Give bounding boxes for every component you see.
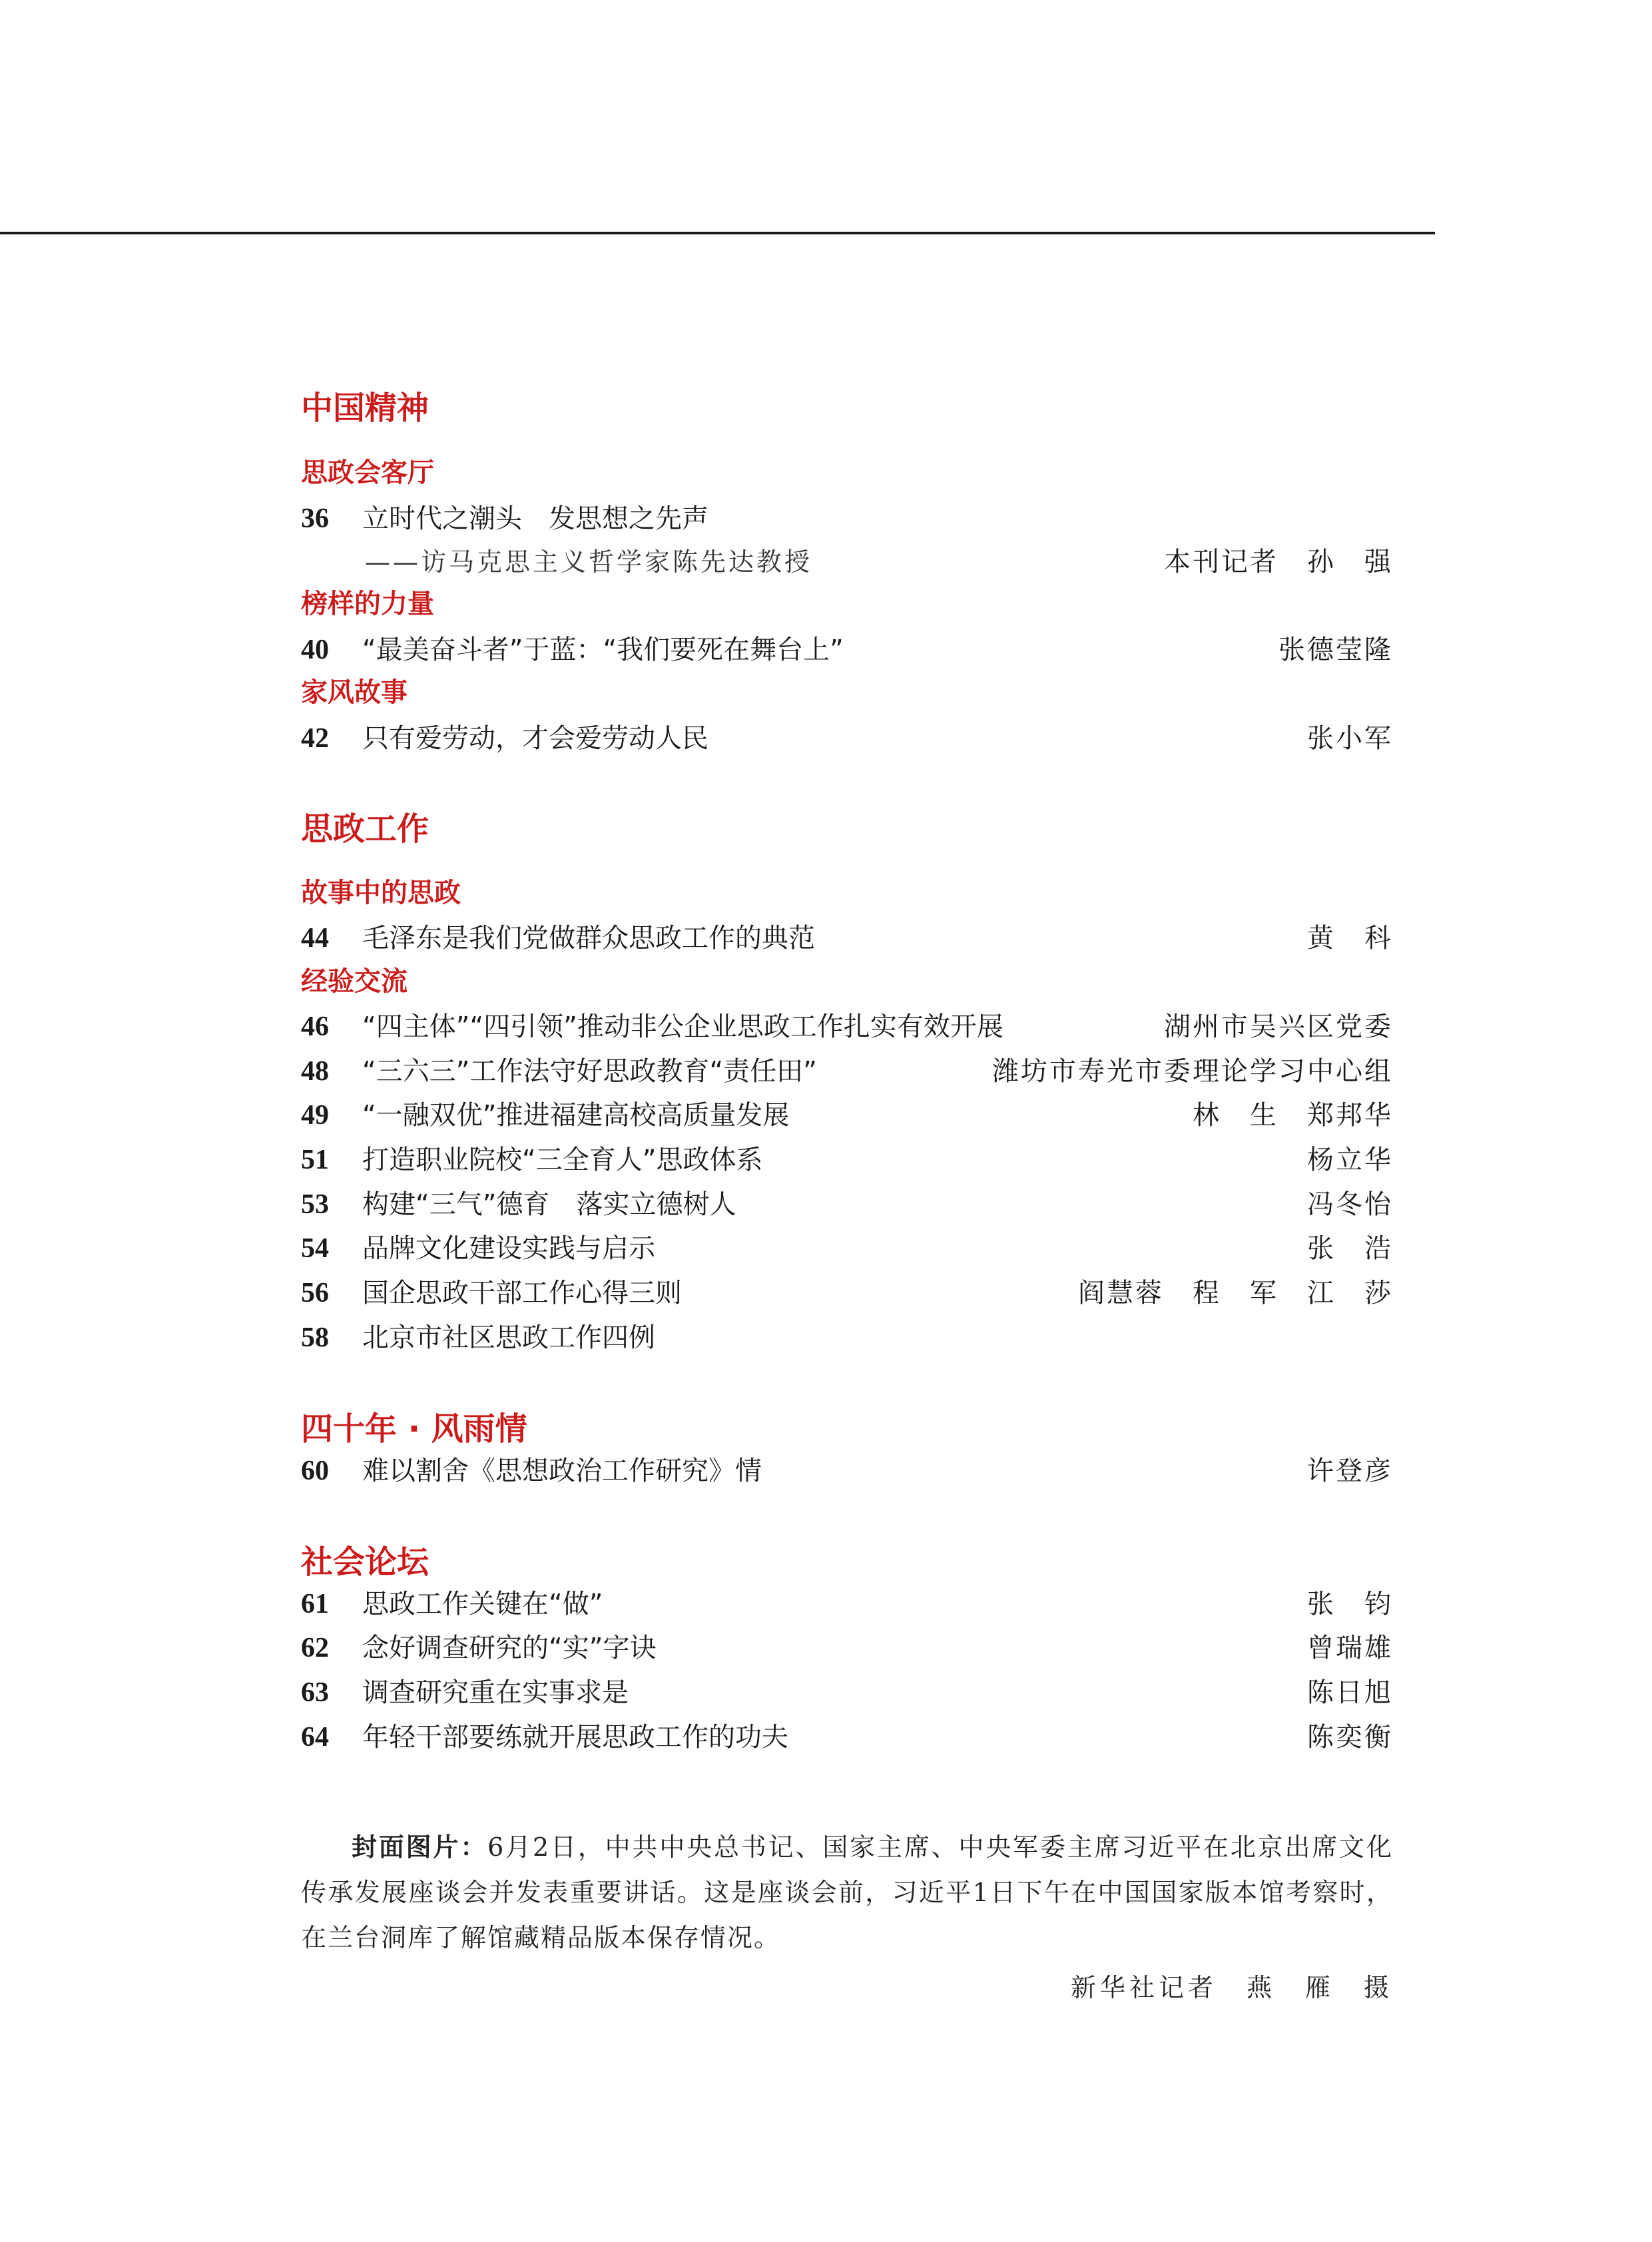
page-number: 58: [301, 1322, 329, 1353]
cover-caption-text: 6月2日，中共中央总书记、国家主席、中央军委主席习近平在北京出席文化传承发展座谈会并发表重要讲话。这是座谈会前，习近平1日下午在中国国家版本馆考察时，在兰台洞库了解馆藏精品版本保存情况。: [301, 1832, 1393, 1952]
page-number: 64: [301, 1722, 329, 1753]
article-author: 潍坊市寿光市委理论学习中心组: [992, 1056, 1393, 1087]
section-title-ideology-work: 思政工作: [301, 810, 429, 848]
article-author: 本刊记者 孙 强: [1164, 547, 1393, 577]
page-number: 44: [301, 923, 329, 954]
page-number: 36: [301, 503, 329, 534]
toc-entry[interactable]: [301, 1673, 1393, 1712]
article-author: 阎慧蓉 程 军 江 莎: [1078, 1278, 1393, 1308]
article-title: 年轻干部要练就开展思政工作的功夫: [362, 1722, 788, 1753]
page-number: 46: [301, 1011, 329, 1042]
article-author: 张德莹隆: [1278, 635, 1393, 665]
article-title: 思政工作关键在“做”: [362, 1589, 603, 1619]
article-author: 陈奕衡: [1307, 1722, 1393, 1753]
toc-entry[interactable]: [301, 499, 1393, 538]
article-author: 许登彦: [1307, 1456, 1393, 1486]
article-author: 黄 科: [1307, 923, 1393, 954]
page-number: 42: [301, 723, 329, 754]
article-title: “最美奋斗者”于蓝：“我们要死在舞台上”: [362, 635, 844, 665]
section-title-forty-years: 四十年 · 风雨情: [301, 1410, 527, 1448]
article-subtitle: ——访马克思主义哲学家陈先达教授: [365, 547, 813, 577]
page-number: 60: [301, 1456, 329, 1486]
article-title: 毛泽东是我们党做群众思政工作的典范: [362, 923, 815, 954]
section-title-social-forum: 社会论坛: [301, 1543, 429, 1581]
toc-entry[interactable]: [301, 719, 1393, 758]
article-title: 立时代之潮头 发思想之先声: [362, 503, 708, 534]
article-author: 陈日旭: [1307, 1677, 1393, 1708]
page-number: 56: [301, 1278, 329, 1308]
photo-credit: 新华社记者 燕 雁 摄: [1070, 1973, 1393, 2002]
header-rule: [0, 232, 1435, 234]
page-number: 63: [301, 1677, 329, 1708]
article-author: 张 钧: [1307, 1589, 1393, 1619]
column-title-ideology-salon: 思政会客厅: [301, 457, 434, 488]
article-title: 打造职业院校“三全育人”思政体系: [362, 1145, 763, 1175]
cover-caption: [301, 1824, 1393, 1960]
article-title: 难以割舍《思想政治工作研究》情: [362, 1456, 762, 1486]
column-title-experience-exchange: 经验交流: [301, 966, 408, 997]
article-title: “一融双优”推进福建高校高质量发展: [362, 1100, 790, 1131]
article-title: 只有爱劳动，才会爱劳动人民: [362, 723, 708, 754]
article-title: 国企思政干部工作心得三则: [362, 1278, 682, 1308]
toc-entry[interactable]: [301, 1585, 1393, 1623]
article-author: 张小军: [1307, 723, 1393, 754]
article-title: 北京市社区思政工作四例: [362, 1322, 655, 1353]
article-title: “四主体”“四引领”推动非公企业思政工作扎实有效开展: [362, 1011, 1003, 1042]
toc-entry[interactable]: [301, 1052, 1393, 1091]
article-author: 杨立华: [1307, 1145, 1393, 1175]
section-title-chinese-spirit: 中国精神: [301, 390, 429, 427]
article-author: 湖州市吴兴区党委: [1164, 1011, 1393, 1042]
article-title: 品牌文化建设实践与启示: [362, 1233, 655, 1264]
column-title-stories: 故事中的思政: [301, 878, 461, 908]
toc-entry[interactable]: [301, 1007, 1393, 1046]
toc-entry[interactable]: [301, 1274, 1393, 1312]
toc-entry-author-row: [301, 543, 1393, 581]
page-number: 40: [301, 635, 329, 665]
page-number: 49: [301, 1100, 329, 1131]
page-number: 54: [301, 1233, 329, 1264]
article-title: 念好调查研究的“实”字诀: [362, 1633, 657, 1663]
toc-entry[interactable]: [301, 1229, 1393, 1268]
article-author: 冯冬怡: [1307, 1189, 1393, 1220]
cover-caption-label: 封面图片：: [352, 1832, 488, 1862]
page-number: 48: [301, 1056, 329, 1087]
page-number: 62: [301, 1633, 329, 1663]
toc-entry[interactable]: [301, 1185, 1393, 1224]
toc-entry[interactable]: [301, 1452, 1393, 1490]
toc-entry[interactable]: [301, 631, 1393, 669]
article-author: 张 浩: [1307, 1233, 1393, 1264]
page-number: 61: [301, 1589, 329, 1619]
article-title: “三六三”工作法守好思政教育“责任田”: [362, 1056, 817, 1087]
article-author: 曾瑞雄: [1307, 1633, 1393, 1663]
article-title: 构建“三气”德育 落实立德树人: [362, 1189, 736, 1220]
toc-entry[interactable]: [301, 1629, 1393, 1667]
toc-entry[interactable]: [301, 1096, 1393, 1135]
toc-entry[interactable]: [301, 1141, 1393, 1179]
toc-entry[interactable]: [301, 1318, 1393, 1357]
column-title-role-models: 榜样的力量: [301, 589, 434, 619]
article-title: 调查研究重在实事求是: [362, 1677, 629, 1708]
page-number: 53: [301, 1189, 329, 1220]
column-title-family-stories: 家风故事: [301, 677, 408, 708]
page-number: 51: [301, 1145, 329, 1175]
toc-entry[interactable]: [301, 919, 1393, 958]
article-author: 林 生 郑邦华: [1193, 1100, 1393, 1131]
toc-entry[interactable]: [301, 1718, 1393, 1757]
